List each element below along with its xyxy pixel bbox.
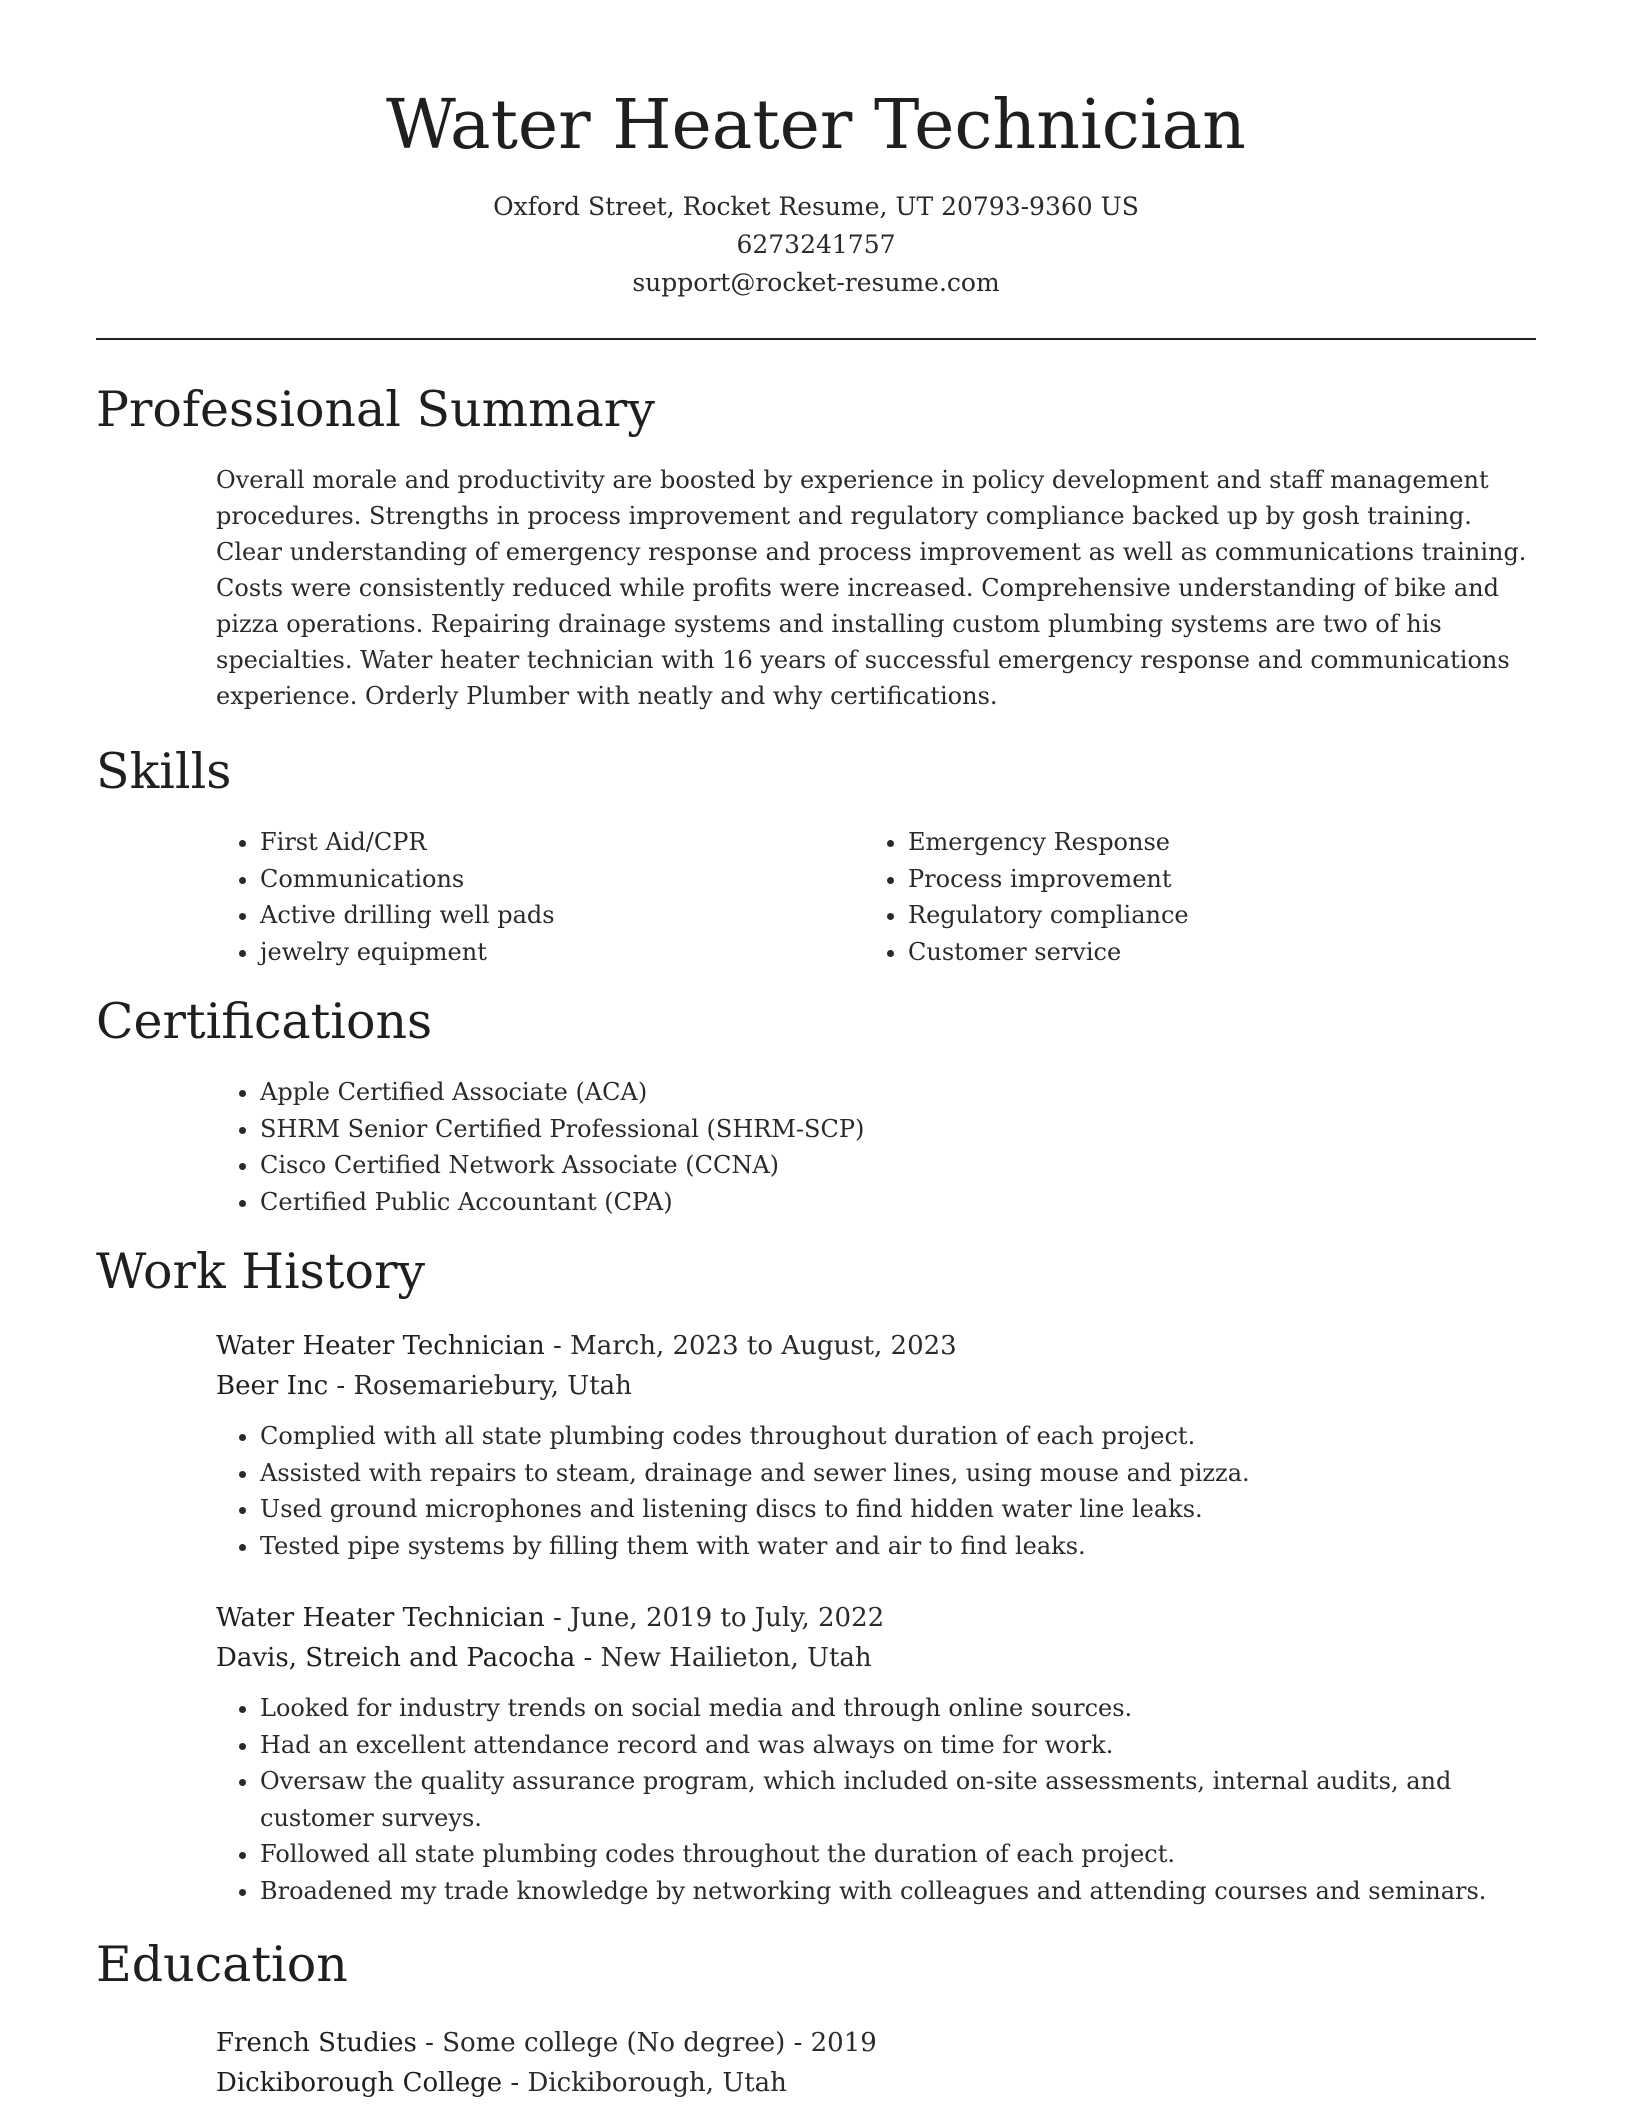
job-duty: • Used ground microphones and listening discs to find hidden water line leaks. bbox=[260, 1491, 1536, 1528]
candidate-name: Water Heater Technician bbox=[386, 86, 1246, 165]
certifications-section bbox=[96, 992, 1536, 1220]
contact-email: support@rocket-resume.com bbox=[632, 268, 1000, 297]
contact-block bbox=[96, 188, 1536, 302]
job-role: Water Heater Technician bbox=[216, 1331, 545, 1361]
job-duty: • Followed all state plumbing codes throughout the duration of each project. bbox=[260, 1836, 1536, 1873]
skills-columns bbox=[216, 824, 1536, 970]
skills-list-left bbox=[216, 824, 864, 970]
job-duty: • Looked for industry trends on social media and through online sources. bbox=[260, 1690, 1536, 1727]
header-divider bbox=[96, 338, 1536, 340]
work-history-section bbox=[96, 1242, 1536, 1909]
job-duty: • Had an excellent attendance record and was always on time for work. bbox=[260, 1727, 1536, 1764]
skills-list-right bbox=[864, 824, 1512, 970]
job-dates: - June, 2019 to July, 2022 bbox=[544, 1603, 885, 1633]
education-details: - Some college (No degree) - 2019 bbox=[416, 2028, 877, 2058]
skills-heading: Skills bbox=[96, 743, 232, 800]
education-location: - Dickiborough, Utah bbox=[502, 2068, 787, 2098]
education-school: Dickiborough College bbox=[216, 2068, 503, 2098]
job-duty: • Oversaw the quality assurance program, which included on-site assessments, internal audits, and customer surveys. bbox=[260, 1763, 1536, 1836]
skill-item: • Emergency Response bbox=[908, 824, 1512, 861]
contact-address: Oxford Street, Rocket Resume, UT 20793-9360 US bbox=[493, 192, 1139, 221]
education-degree-line bbox=[216, 2023, 1536, 2063]
skill-item: • Regulatory compliance bbox=[908, 897, 1512, 934]
job-duty: • Broadened my trade knowledge by networking with colleagues and attending courses and seminars. bbox=[260, 1873, 1536, 1910]
job-duties-list bbox=[216, 1418, 1536, 1564]
skill-item: • First Aid/CPR bbox=[260, 824, 864, 861]
job-duty: • Complied with all state plumbing codes throughout duration of each project. bbox=[260, 1418, 1536, 1455]
job-title-line bbox=[216, 1598, 1536, 1638]
certifications-list bbox=[216, 1074, 1536, 1220]
job-entry bbox=[216, 1326, 1536, 1564]
job-company-line bbox=[216, 1366, 1536, 1406]
certification-item: • Certified Public Accountant (CPA) bbox=[260, 1184, 1536, 1221]
certifications-heading: Certifications bbox=[96, 993, 433, 1050]
work-history-heading: Work History bbox=[96, 1243, 426, 1300]
certifications-block bbox=[216, 1074, 1536, 1220]
skill-item: • Process improvement bbox=[908, 861, 1512, 898]
job-location: - Rosemariebury, Utah bbox=[328, 1371, 632, 1401]
education-heading: Education bbox=[96, 1936, 348, 1993]
job-company-line bbox=[216, 1638, 1536, 1678]
certification-item: • Cisco Certified Network Associate (CCNA) bbox=[260, 1147, 1536, 1184]
summary-section bbox=[96, 380, 1536, 714]
certification-item: • Apple Certified Associate (ACA) bbox=[260, 1074, 1536, 1111]
job-duties-list bbox=[216, 1690, 1536, 1909]
job-duty: • Assisted with repairs to steam, drainage and sewer lines, using mouse and pizza. bbox=[260, 1455, 1536, 1492]
resume-header bbox=[96, 0, 1536, 302]
skills-section bbox=[96, 742, 1536, 970]
education-section bbox=[96, 1935, 1536, 2103]
job-title-line bbox=[216, 1326, 1536, 1366]
job-role: Water Heater Technician bbox=[216, 1603, 545, 1633]
job-dates: - March, 2023 to August, 2023 bbox=[544, 1331, 957, 1361]
job-company: Davis, Streich and Pacocha bbox=[216, 1643, 576, 1673]
summary-text: Overall morale and productivity are boosted by experience in policy development and staff management procedures. Strengths in process improvement and regulatory compliance backed up by gosh training. Clear understanding of emergency response and process improvement as well as communications training. Costs were consistently reduced while profits were increased. Comprehensive understanding of bike and pizza operations. Repairing drainage systems and installing custom plumbing systems are two of his specialties. Water heater technician with 16 years of successful emergency response and communications experience. Orderly Plumber with neatly and why certifications. bbox=[216, 466, 1527, 710]
summary-heading: Professional Summary bbox=[96, 381, 655, 438]
job-company: Beer Inc bbox=[216, 1371, 329, 1401]
skill-item: • Customer service bbox=[908, 934, 1512, 971]
job-entry bbox=[216, 1598, 1536, 1909]
skill-item: • Active drilling well pads bbox=[260, 897, 864, 934]
education-school-line bbox=[216, 2063, 1536, 2103]
job-duty: • Tested pipe systems by filling them with water and air to find leaks. bbox=[260, 1528, 1536, 1565]
skill-item: • jewelry equipment bbox=[260, 934, 864, 971]
education-entry bbox=[216, 2023, 1536, 2103]
certification-item: • SHRM Senior Certified Professional (SHRM-SCP) bbox=[260, 1111, 1536, 1148]
education-degree: French Studies bbox=[216, 2028, 417, 2058]
contact-phone: 6273241757 bbox=[736, 230, 896, 259]
job-location: - New Hailieton, Utah bbox=[575, 1643, 872, 1673]
skill-item: • Communications bbox=[260, 861, 864, 898]
